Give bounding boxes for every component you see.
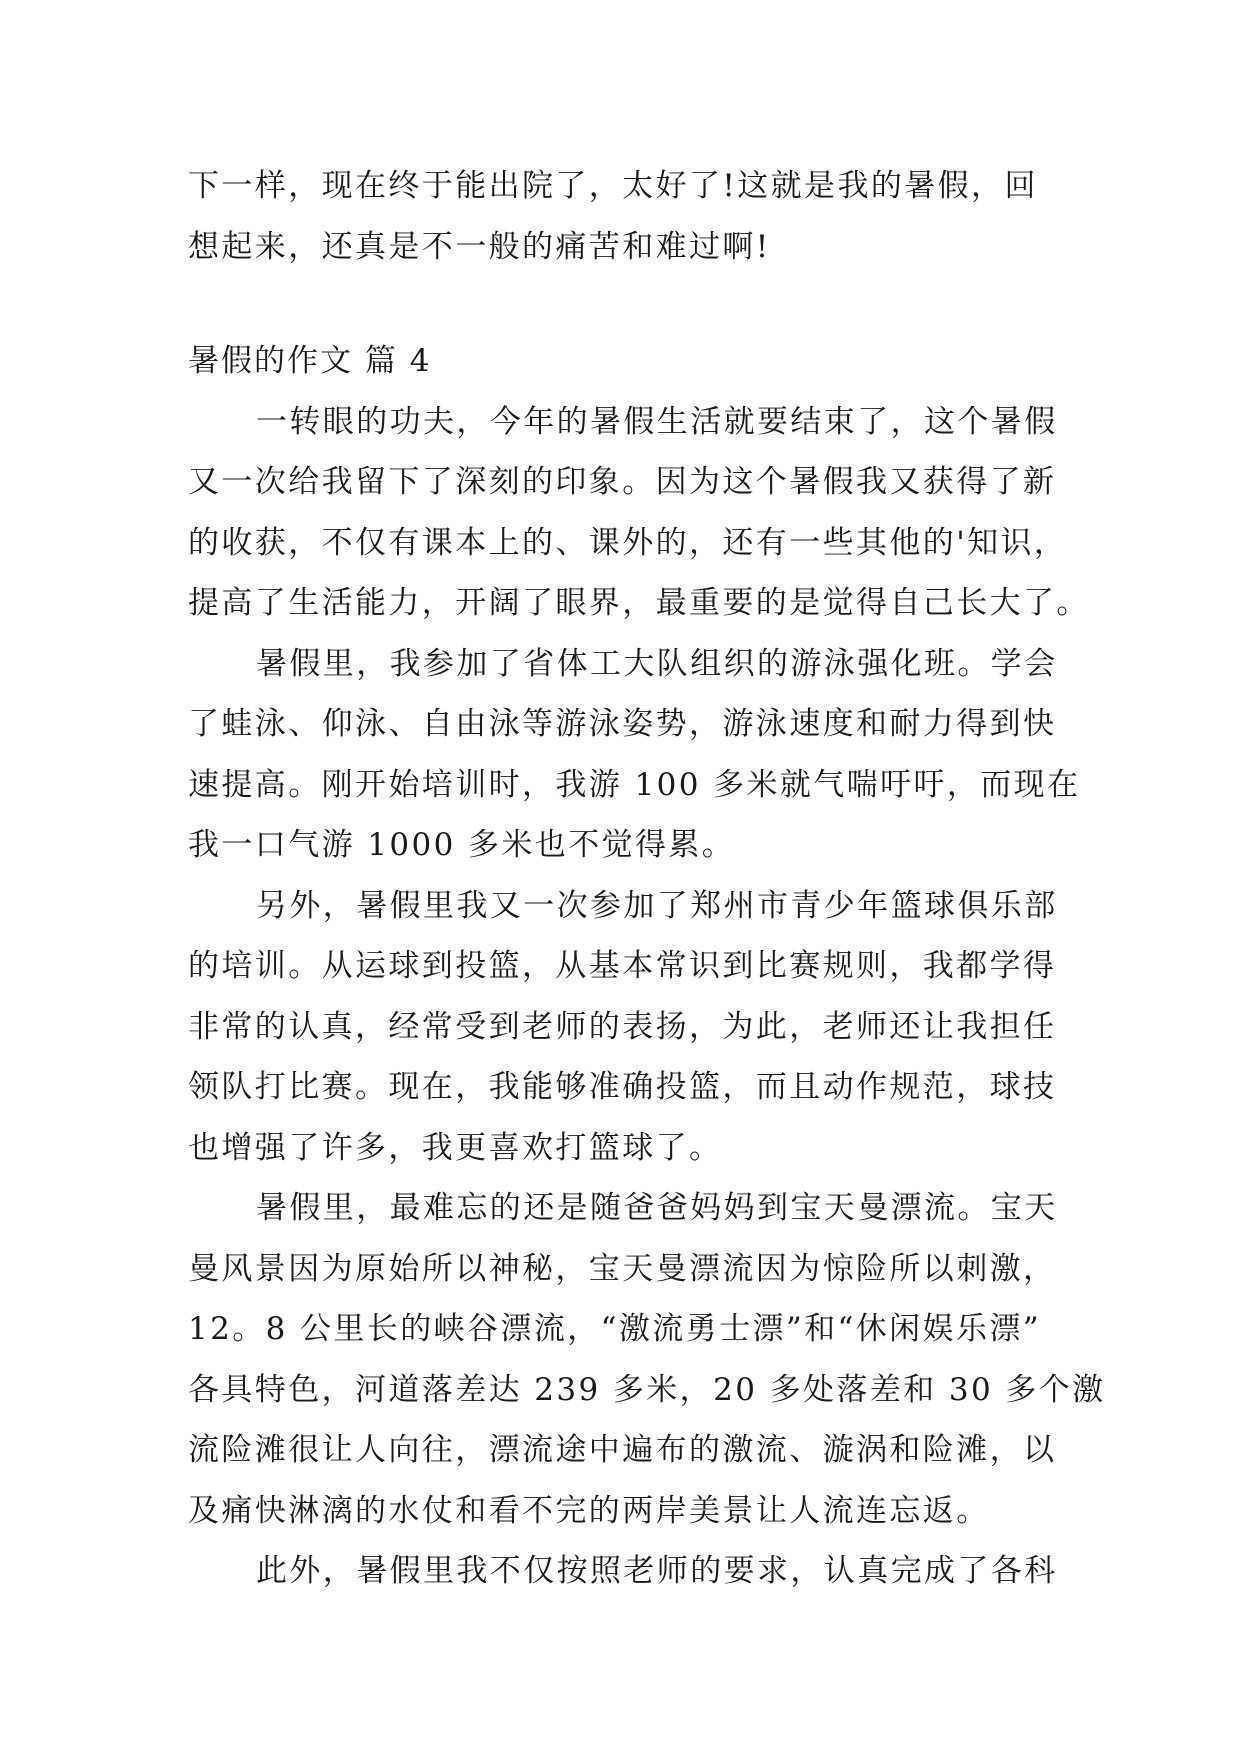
text-line: 各具特色，河道落差达 239 多米，20 多处落差和 30 多个激 (188, 1371, 1106, 1408)
document-body (188, 156, 1106, 1602)
text-line: 我一口气游 1000 多米也不觉得累。 (188, 827, 736, 863)
text-line: 也增强了许多，我更喜欢打篮球了。 (188, 1129, 723, 1166)
paragraph (188, 876, 1058, 1179)
section-spacer (188, 277, 1050, 331)
text-line: 的培训。从运球到投篮，从基本常识到比赛规则，我都学得 (188, 948, 1057, 984)
text-line: 想起来，还真是不一般的痛苦和难过啊! (188, 228, 771, 265)
text-line: 提高了生活能力，开阔了眼界，最重要的是觉得自己长大了。 (188, 585, 1090, 621)
text-line: 及痛快淋漓的水仗和看不完的两岸美景让人流连忘返。 (188, 1492, 990, 1529)
paragraph (188, 1178, 1106, 1541)
paragraph (188, 1541, 1058, 1602)
text-line: 非常的认真，经常受到老师的表扬，为此，老师还让我担任 (188, 1008, 1057, 1045)
text-line: 曼风景因为原始所以神秘，宝天曼漂流因为惊险所以刺激， (188, 1250, 1057, 1287)
text-line: 此外，暑假里我不仅按照老师的要求，认真完成了各科 (256, 1553, 1058, 1589)
continued-paragraph (188, 156, 1050, 277)
text-line: 又一次给我留下了深刻的印象。因为这个暑假我又获得了新 (188, 464, 1057, 500)
section-title: 暑假的作文 篇 4 (188, 343, 432, 379)
text-line: 的收获，不仅有课本上的、课外的，还有一些其他的'知识， (188, 524, 1068, 561)
text-line: 12。8 公里长的峡谷漂流，“激流勇士漂”和“休闲娱乐漂” (188, 1311, 1042, 1347)
text-line: 流险滩很让人向往，漂流途中遍布的激流、漩涡和险滩，以 (188, 1432, 1057, 1468)
text-line: 另外，暑假里我又一次参加了郑州市青少年篮球俱乐部 (256, 887, 1058, 924)
text-line: 暑假里，最难忘的还是随爸爸妈妈到宝天曼漂流。宝天 (256, 1190, 1058, 1226)
text-line: 速提高。刚开始培训时，我游 100 多米就气喘吁吁，而现在 (188, 766, 1081, 803)
paragraph (188, 634, 1081, 876)
text-line: 下一样，现在终于能出院了，太好了!这就是我的暑假，回 (188, 168, 1038, 204)
text-line: 了蛙泳、仰泳、自由泳等游泳姿势，游泳速度和耐力得到快 (188, 706, 1057, 742)
text-line: 暑假里，我参加了省体工大队组织的游泳强化班。学会 (256, 645, 1058, 682)
text-line: 一转眼的功夫，今年的暑假生活就要结束了，这个暑假 (256, 403, 1058, 440)
text-line: 领队打比赛。现在，我能够准确投篮，而且动作规范，球技 (188, 1069, 1057, 1105)
paragraph (188, 392, 1090, 634)
